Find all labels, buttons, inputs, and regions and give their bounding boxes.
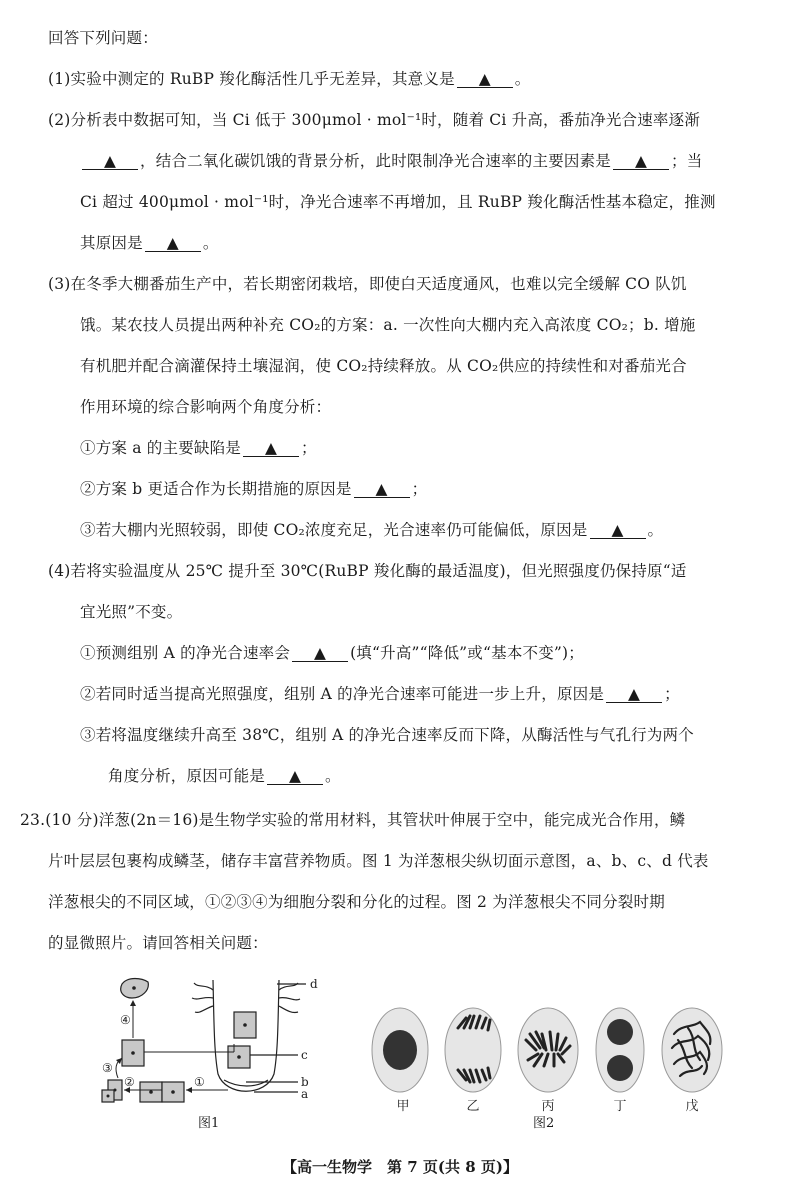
question-4-sub-1-end: (填“升高”“降低”或“基本不变”)； — [350, 644, 585, 662]
question-4-sub-2-end: ； — [664, 685, 680, 703]
process-1-label: ① — [194, 1075, 205, 1089]
intro-text: 回答下列问题： — [48, 29, 158, 47]
question-3-sub-3-text: ③若大棚内光照较弱，即使 CO₂浓度充足，光合速率仍可能偏低，原因是 — [80, 521, 588, 539]
question-3-sub-2-text: ②方案 b 更适合作为长期措施的原因是 — [80, 480, 352, 498]
answer-blank[interactable]: ▲ — [243, 440, 299, 457]
question-2-line-4-end: 。 — [202, 234, 219, 252]
question-1 — [48, 69, 531, 89]
process-2-label: ② — [124, 1075, 135, 1089]
figure-1-root-tip-diagram — [98, 972, 338, 1102]
question-23-line-2: 片叶层层包裹构成鳞茎，储存丰富营养物质。图 1 为洋葱根尖纵切面示意图，a、b、c、d 代表 — [48, 852, 709, 870]
region-c-label: c — [301, 1048, 308, 1062]
figure-1-caption: 图1 — [198, 1116, 220, 1131]
cell-yi — [445, 1008, 501, 1092]
region-d-label: d — [310, 977, 318, 991]
question-3-sub-1-end: ； — [301, 439, 317, 457]
cell-label-bing: 丙 — [541, 1099, 555, 1114]
cell-wu — [662, 1008, 722, 1092]
answer-blank[interactable]: ▲ — [354, 481, 410, 498]
question-3-line-2: 饿。某农技人员提出两种补充 CO₂的方案：a. 一次性向大棚内充入高浓度 CO₂；b. 增施 — [80, 316, 696, 334]
cell-label-wu: 戊 — [685, 1099, 699, 1114]
answer-blank[interactable]: ▲ — [613, 153, 669, 170]
question-3-line-4: 作用环境的综合影响两个角度分析： — [80, 398, 332, 416]
question-3-sub-3 — [80, 520, 663, 540]
question-4-line-2: 宜光照”不变。 — [80, 603, 183, 621]
question-1-text: (1)实验中测定的 RuBP 羧化酶活性几乎无差异，其意义是 — [48, 70, 455, 88]
region-b-label: b — [301, 1075, 309, 1089]
question-2-line-1: (2)分析表中数据可知，当 Ci 低于 300μmol · mol⁻¹时，随着 Ci 升高，番茄净光合速率逐渐 — [48, 111, 701, 129]
figure-2-caption: 图2 — [533, 1116, 555, 1131]
question-23-line-3: 洋葱根尖的不同区域，①②③④为细胞分裂和分化的过程。图 2 为洋葱根尖不同分裂时期 — [48, 893, 665, 911]
question-4-sub-3-line-2 — [108, 766, 341, 786]
question-3-sub-2 — [80, 479, 427, 499]
cell-label-ding: 丁 — [613, 1099, 627, 1114]
answer-blank[interactable]: ▲ — [267, 768, 323, 785]
question-3-sub-3-end: 。 — [647, 521, 664, 539]
question-2-line-3: Ci 超过 400μmol · mol⁻¹时，净光合速率不再增加，且 RuBP 羧化酶活性基本稳定，推测 — [80, 193, 716, 211]
answer-blank[interactable]: ▲ — [145, 235, 201, 252]
answer-blank[interactable]: ▲ — [590, 522, 646, 539]
cell-ding — [596, 1008, 644, 1092]
question-3-line-1: (3)在冬季大棚番茄生产中，若长期密闭栽培，即使白天适度通风，也难以完全缓解 CO 队饥 — [48, 275, 687, 293]
question-4-sub-1-text: ①预测组别 A 的净光合速率会 — [80, 644, 291, 662]
question-2-line-2-end: ；当 — [671, 152, 703, 170]
region-a-label: a — [301, 1087, 309, 1101]
question-2-line-2 — [80, 151, 702, 171]
process-4-label: ④ — [120, 1013, 131, 1027]
answer-blank[interactable]: ▲ — [606, 686, 662, 703]
question-4-sub-3: ③若将温度继续升高至 38℃，组别 A 的净光合速率反而下降，从酶活性与气孔行为两个 — [80, 726, 694, 744]
answer-blank[interactable]: ▲ — [292, 645, 348, 662]
question-4-sub-2 — [80, 684, 680, 704]
question-3-sub-1-text: ①方案 a 的主要缺陷是 — [80, 439, 241, 457]
page-footer: 【高一生物学 第 7 页(共 8 页)】 — [282, 1158, 518, 1176]
question-4-line-1: (4)若将实验温度从 25℃ 提升至 30℃(RuBP 羧化酶的最适温度)，但光照强度仍保持原“适 — [48, 562, 687, 580]
question-2-line-4 — [80, 233, 219, 253]
question-1-end: 。 — [514, 70, 531, 88]
figure-2-mitosis-photos — [370, 1004, 730, 1114]
question-2-line-4-text: 其原因是 — [80, 234, 143, 252]
question-4-sub-3-line-2-end: 。 — [325, 767, 341, 785]
cell-jia — [372, 1008, 428, 1092]
question-3-sub-1 — [80, 438, 317, 458]
process-3-label: ③ — [102, 1061, 113, 1075]
question-4-sub-1 — [80, 643, 584, 663]
answer-blank[interactable]: ▲ — [82, 153, 138, 170]
cell-label-yi: 乙 — [466, 1099, 480, 1114]
question-2-line-2-text: ，结合二氧化碳饥饿的背景分析，此时限制净光合速率的主要因素是 — [140, 152, 612, 170]
cell-label-jia: 甲 — [396, 1099, 410, 1114]
question-3-sub-2-end: ； — [411, 480, 428, 498]
question-23-line-1: 23.(10 分)洋葱(2n＝16)是生物学实验的常用材料，其管状叶伸展于空中，能完成光合作用，鳞 — [20, 811, 686, 829]
question-4-sub-2-text: ②若同时适当提高光照强度，组别 A 的净光合速率可能进一步上升，原因是 — [80, 685, 605, 703]
cell-bing — [518, 1008, 578, 1092]
question-3-line-3: 有机肥并配合滴灌保持土壤湿润，使 CO₂持续释放。从 CO₂供应的持续性和对番茄光合 — [80, 357, 687, 375]
question-23-line-4: 的显微照片。请回答相关问题： — [48, 934, 268, 952]
answer-blank[interactable]: ▲ — [457, 71, 513, 88]
question-4-sub-3-line-2-text: 角度分析，原因可能是 — [108, 767, 266, 785]
